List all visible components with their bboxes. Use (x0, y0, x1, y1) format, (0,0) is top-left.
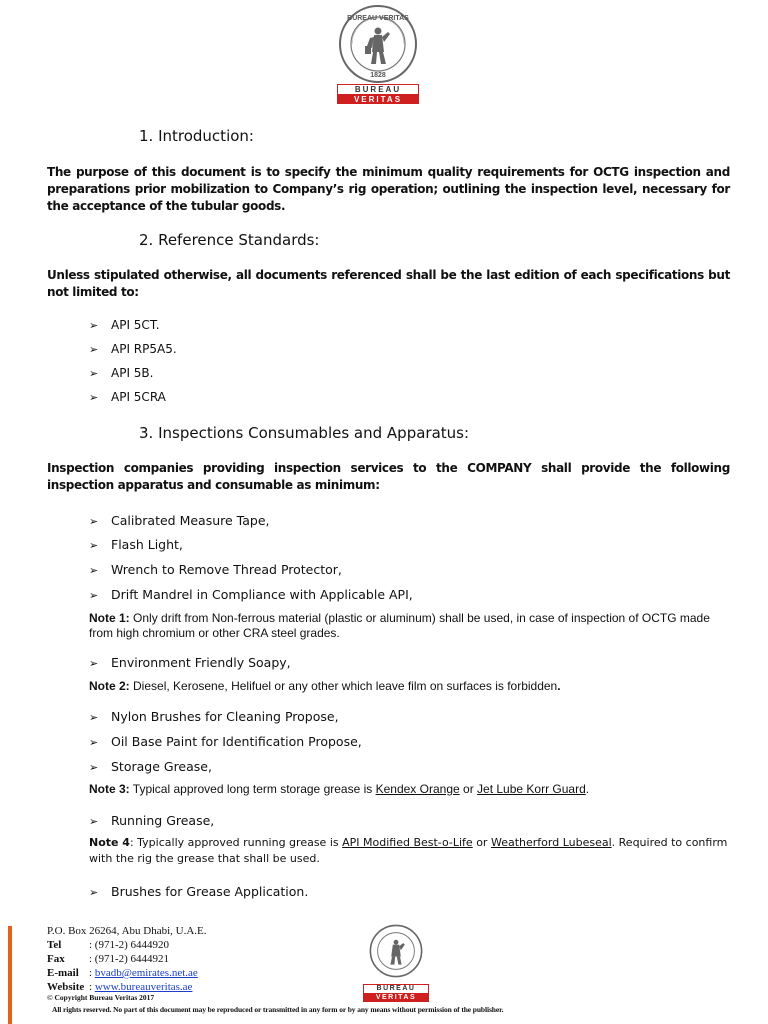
arrow-bullet-icon: ➢ (89, 343, 99, 356)
note-4: Note 4: Typically approved running grease is API Modified Best-o-Life or Weatherford Lubeseal. Required to confirm with the rig the grease that shall be used. (89, 836, 728, 865)
logo-word-veritas: VERITAS (353, 95, 403, 104)
list-item: ➢ Brushes for Grease Application. (89, 884, 309, 899)
arrow-bullet-icon: ➢ (89, 319, 99, 332)
list-item: ➢ Wrench to Remove Thread Protector, (89, 562, 342, 577)
footer-email: E-mail : bvadb@emirates.net.ae (47, 967, 198, 979)
note-2: Note 2: Diesel, Kerosene, Helifuel or any other which leave film on surfaces is forbidden. (89, 679, 561, 693)
list-item: ➢ API RP5A5. (89, 342, 177, 356)
website-link[interactable]: www.bureauveritas.ae (94, 981, 193, 993)
bureau-veritas-logo-footer (362, 923, 430, 1002)
footer-tel: Tel : (971-2) 6444920 (47, 939, 170, 951)
note-1: Note 1: Only drift from Non-ferrous material (plastic or aluminum) shall be used, in case of inspection of OCTG made from high chromium or other CRA steel grades. (89, 611, 710, 640)
arrow-bullet-icon: ➢ (89, 736, 99, 749)
intro-paragraph: The purpose of this document is to specify the minimum quality requirements for OCTG inspection and preparations prior mobilization to Company’s rig operation; outlining the inspection level, necessary for the acceptance of the tubular goods. (47, 165, 730, 213)
rights-text: All rights reserved. No part of this document may be reproduced or transmitted in any form or by any means without permission of the publisher. (52, 1005, 504, 1014)
footer-contact (47, 924, 207, 994)
footer-accent-bar (8, 926, 12, 1024)
arrow-bullet-icon: ➢ (89, 367, 99, 380)
arrow-bullet-icon: ➢ (89, 515, 99, 528)
apparatus-paragraph: Inspection companies providing inspection services to the COMPANY shall provide the following inspection apparatus and consumable as minimum: (47, 461, 730, 492)
arrow-bullet-icon: ➢ (89, 711, 99, 724)
reference-paragraph: Unless stipulated otherwise, all documents referenced shall be the last edition of each specifications but not limited to: (47, 268, 730, 299)
arrow-bullet-icon: ➢ (89, 761, 99, 774)
arrow-bullet-icon: ➢ (89, 564, 99, 577)
heading-introduction: 1. Introduction: (139, 127, 254, 145)
svg-text:BUREAU VERITAS: BUREAU VERITAS (347, 15, 409, 22)
list-item: ➢ API 5CRA (89, 390, 166, 404)
note-3: Note 3: Typical approved long term storage grease is Kendex Orange or Jet Lube Korr Guard. (89, 782, 590, 796)
bv-seal-icon (336, 4, 420, 84)
arrow-bullet-icon: ➢ (89, 539, 99, 552)
logo-word-bureau: BUREAU (337, 84, 419, 95)
arrow-bullet-icon: ➢ (89, 391, 99, 404)
jet-lube-link: Jet Lube Korr Guard (477, 782, 586, 796)
list-item: ➢ API 5CT. (89, 318, 160, 332)
weatherford-lubeseal-link: Weatherford Lubeseal (490, 836, 612, 849)
heading-inspections-apparatus: 3. Inspections Consumables and Apparatus: (139, 424, 470, 442)
copyright-text: © Copyright Bureau Veritas 2017 (47, 993, 155, 1002)
list-item: ➢ Calibrated Measure Tape, (89, 513, 270, 528)
heading-reference-standards: 2. Reference Standards: (139, 231, 320, 249)
arrow-bullet-icon: ➢ (89, 589, 99, 602)
logo-wordmark: BUREAU VERITAS (363, 984, 429, 1002)
api-modified-link: API Modified Best-o-Life (342, 836, 473, 849)
bv-seal-icon (362, 923, 430, 979)
list-item: ➢ Nylon Brushes for Cleaning Propose, (89, 709, 339, 724)
arrow-bullet-icon: ➢ (89, 815, 99, 828)
kendex-orange-link: Kendex Orange (375, 782, 460, 796)
footer-address: P.O. Box 26264, Abu Dhabi, U.A.E. (47, 925, 207, 937)
logo-wordmark (337, 84, 419, 104)
footer-website: Website : www.bureauveritas.ae (47, 981, 193, 993)
footer-fax: Fax : (971-2) 6444921 (47, 953, 170, 965)
list-item: ➢ Drift Mandrel in Compliance with Applicable API, (89, 587, 413, 602)
list-item: ➢ API 5B. (89, 366, 154, 380)
list-item: ➢ Storage Grease, (89, 759, 212, 774)
bureau-veritas-logo (336, 4, 420, 104)
arrow-bullet-icon: ➢ (89, 886, 99, 899)
list-item: ➢ Environment Friendly Soapy, (89, 655, 291, 670)
logo-year: 1828 (370, 72, 386, 79)
email-link[interactable]: bvadb@emirates.net.ae (94, 967, 198, 979)
list-item: ➢ Flash Light, (89, 537, 183, 552)
arrow-bullet-icon: ➢ (89, 657, 99, 670)
list-item: ➢ Running Grease, (89, 813, 215, 828)
list-item: ➢ Oil Base Paint for Identification Propose, (89, 734, 362, 749)
